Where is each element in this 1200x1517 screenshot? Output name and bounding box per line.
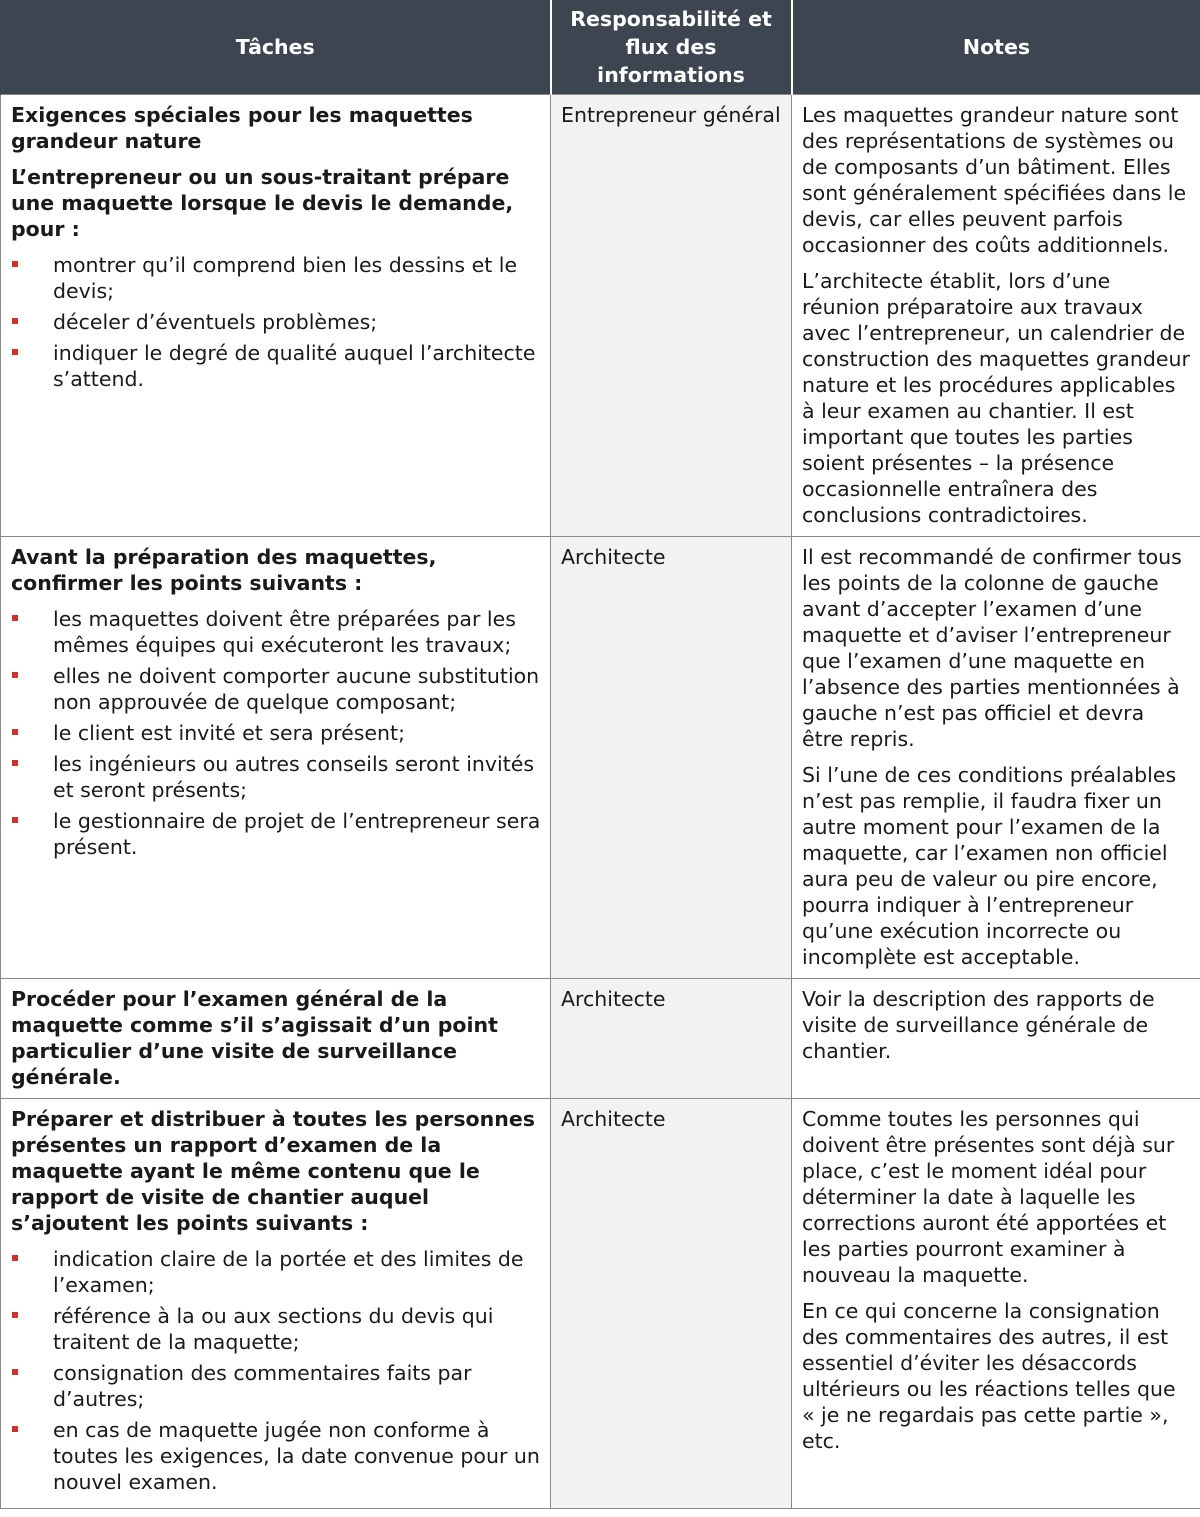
task-title: Avant la préparation des maquettes, confirmer les points suivants :	[11, 544, 437, 595]
notes-cell	[792, 536, 1200, 978]
table-header	[1, 0, 1200, 94]
responsibility-cell: Architecte	[551, 536, 792, 978]
task-title: Procéder pour l’examen général de la maquette comme s’il s’agissait d’un point particulier d’une visite de surveillance générale.	[11, 986, 498, 1089]
task-subtitle: L’entrepreneur ou un sous-traitant prépare une maquette lorsque le devis le demande, pour :	[11, 164, 514, 241]
note-paragraph: Il est recommandé de confirmer tous les points de la colonne de gauche avant d’accepter l’examen d’une maquette et d’aviser l’entrepreneur que l’examen d’une maquette en l’absence des parties mentionnées à gauche n’est pas officiel et devra être repris.	[802, 544, 1182, 751]
task-bullet-list	[11, 252, 541, 392]
task-title: Exigences spéciales pour les maquettes grandeur nature	[11, 102, 473, 153]
list-item: le gestionnaire de projet de l’entrepreneur sera présent.	[11, 808, 541, 860]
table-row	[1, 1098, 1200, 1508]
header-responsibility: Responsabilité et flux des informations	[551, 0, 792, 94]
list-item: indiquer le degré de qualité auquel l’architecte s’attend.	[11, 340, 541, 392]
list-item: les ingénieurs ou autres conseils seront invités et seront présents;	[11, 751, 541, 803]
note-paragraph: L’architecte établit, lors d’une réunion préparatoire aux travaux avec l’entrepreneur, un calendrier de construction des maquettes grandeur nature et les procédures applicables à leur examen au chantier. Il est important que toutes les parties soient présentes – la présence occasionnelle entraînera des conclusions contradictoires.	[802, 268, 1190, 527]
list-item: le client est invité et sera présent;	[11, 720, 541, 746]
notes-cell	[792, 94, 1200, 536]
tasks-cell	[1, 536, 551, 978]
notes-cell	[792, 978, 1200, 1098]
table-row	[1, 536, 1200, 978]
header-notes: Notes	[792, 0, 1200, 94]
notes-cell	[792, 1098, 1200, 1508]
table-body	[1, 94, 1200, 1508]
list-item: elles ne doivent comporter aucune substitution non approuvée de quelque composant;	[11, 663, 541, 715]
header-row	[1, 0, 1200, 94]
list-item: montrer qu’il comprend bien les dessins et le devis;	[11, 252, 541, 304]
responsibility-cell: Architecte	[551, 1098, 792, 1508]
note-paragraph: Les maquettes grandeur nature sont des représentations de systèmes ou de composants d’un bâtiment. Elles sont généralement spécifiées dans le devis, car elles peuvent parfois occasionner des coûts additionnels.	[802, 102, 1187, 257]
table-row	[1, 978, 1200, 1098]
list-item: consignation des commentaires faits par d’autres;	[11, 1360, 541, 1412]
responsibility-cell: Architecte	[551, 978, 792, 1098]
header-tasks: Tâches	[1, 0, 551, 94]
list-item: les maquettes doivent être préparées par les mêmes équipes qui exécuteront les travaux;	[11, 606, 541, 658]
note-paragraph: Si l’une de ces conditions préalables n’est pas remplie, il faudra fixer un autre moment pour l’examen de la maquette, car l’examen non officiel aura peu de valeur ou pire encore, pourra indiquer à l’entrepreneur qu’une exécution incorrecte ou incomplète est acceptable.	[802, 762, 1177, 969]
tasks-cell	[1, 1098, 551, 1508]
table-row	[1, 94, 1200, 536]
list-item: déceler d’éventuels problèmes;	[11, 309, 541, 335]
list-item: indication claire de la portée et des limites de l’examen;	[11, 1246, 541, 1298]
tasks-cell	[1, 94, 551, 536]
task-bullet-list	[11, 606, 541, 860]
list-item: référence à la ou aux sections du devis qui traitent de la maquette;	[11, 1303, 541, 1355]
responsibility-cell: Entrepreneur général	[551, 94, 792, 536]
note-paragraph: Voir la description des rapports de visite de surveillance générale de chantier.	[802, 986, 1155, 1063]
tasks-cell	[1, 978, 551, 1098]
note-paragraph: Comme toutes les personnes qui doivent être présentes sont déjà sur place, c’est le moment idéal pour déterminer la date à laquelle les corrections auront été apportées et les parties pourront examiner à nouveau la maquette.	[802, 1106, 1175, 1287]
note-paragraph: En ce qui concerne la consignation des commentaires des autres, il est essentiel d’éviter les désaccords ultérieurs ou les réactions telles que « je ne regardais pas cette partie », etc.	[802, 1298, 1176, 1453]
task-title: Préparer et distribuer à toutes les personnes présentes un rapport d’examen de la maquette ayant le même contenu que le rapport de visite de chantier auquel s’ajoutent les points suivants :	[11, 1106, 535, 1235]
list-item: en cas de maquette jugée non conforme à toutes les exigences, la date convenue pour un nouvel examen.	[11, 1417, 541, 1495]
task-bullet-list	[11, 1246, 541, 1495]
